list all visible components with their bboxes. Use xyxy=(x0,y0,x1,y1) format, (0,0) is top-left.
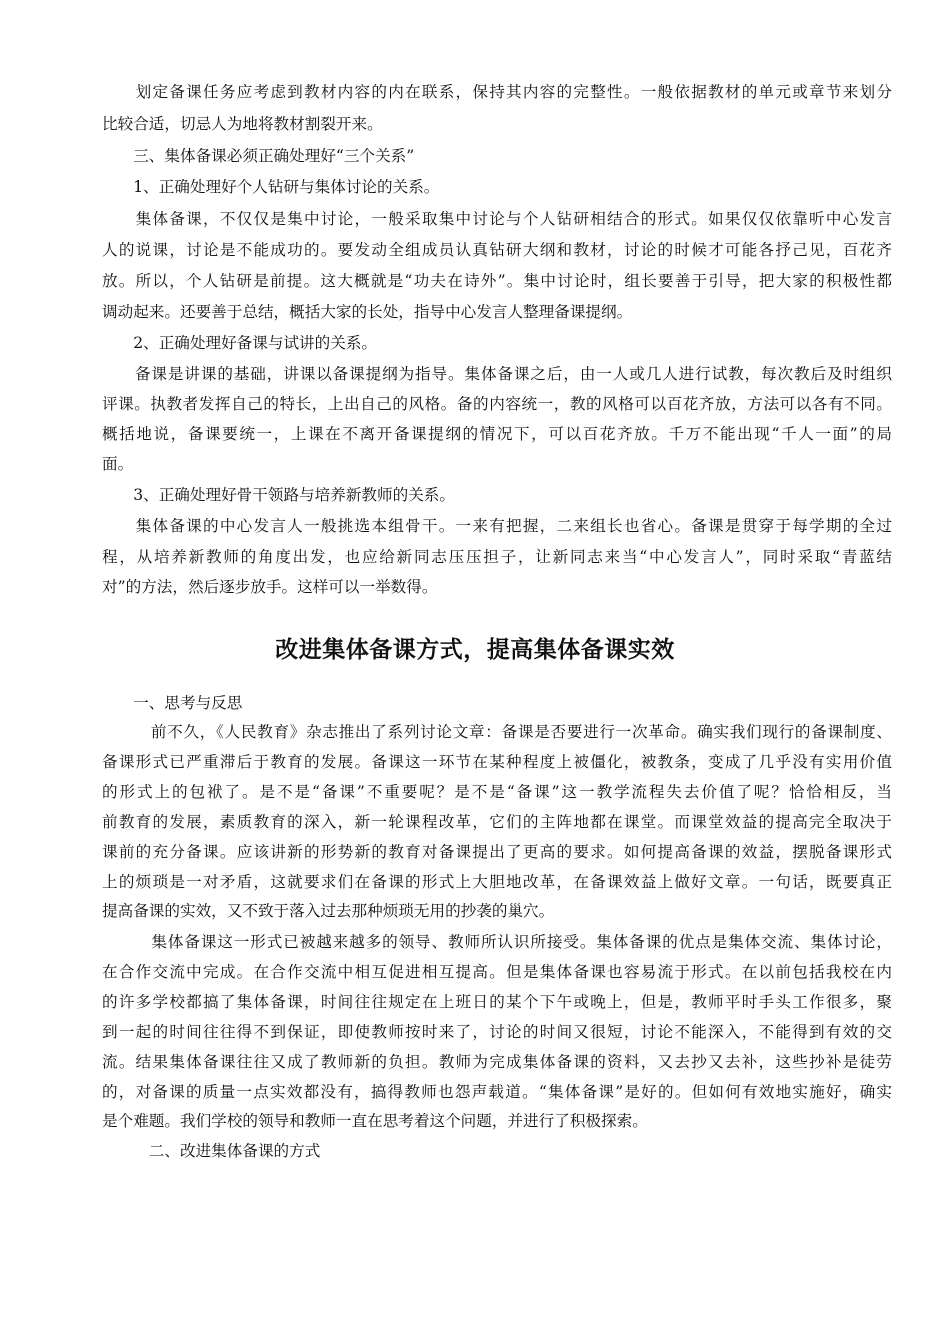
section-heading-2: 二、改进集体备课的方式 xyxy=(102,1142,321,1160)
paragraph-line: 在合作交流中完成。在合作交流中相互促进相互提高。但是集体备课也容易流于形式。在以前包括我校在内 xyxy=(102,963,892,981)
article-title: 改进集体备课方式，提高集体备课实效 xyxy=(275,637,675,663)
paragraph-line: 到一起的时间往往得不到保证，即使教师按时来了，讨论的时间又很短，讨论不能深入，不能得到有效的交 xyxy=(102,1023,892,1041)
paragraph-line: 的许多学校都搞了集体备课，时间往往规定在上班日的某个下午或晚上，但是，教师平时手头工作很多，聚 xyxy=(102,993,892,1011)
paragraph-line: 课前的充分备课。应该讲新的形势新的教育对备课提出了更高的要求。如何提高备课的效益，摆脱备课形式 xyxy=(102,843,892,861)
paragraph-line: 评课。执教者发挥自己的特长，上出自己的风格。备的内容统一，教的风格可以百花齐放，方法可以各有不同。 xyxy=(102,395,892,413)
paragraph-line: 放。所以，个人钻研是前提。这大概就是“功夫在诗外”。集中讨论时，组长要善于引导，把大家的积极性都 xyxy=(102,272,892,290)
subheading-1: 1、正确处理好个人钻研与集体讨论的关系。 xyxy=(102,178,440,196)
paragraph-line: 程，从培养新教师的角度出发，也应给新同志压压担子，让新同志来当“中心发言人”，同时采取“青蓝结 xyxy=(102,548,892,566)
paragraph-line: 备课是讲课的基础，讲课以备课提纲为指导。集体备课之后，由一人或几人进行试教，每次教后及时组织 xyxy=(102,365,892,383)
paragraph-line: 对”的方法，然后逐步放手。这样可以一举数得。 xyxy=(102,578,438,596)
paragraph-line: 调动起来。还要善于总结，概括大家的长处，指导中心发言人整理备课提纲。 xyxy=(102,303,633,321)
section-heading-3: 三、集体备课必须正确处理好“三个关系” xyxy=(102,147,415,165)
paragraph-line: 比较合适，切忌人为地将教材割裂开来。 xyxy=(102,115,383,133)
paragraph-line: 提高备课的实效，又不致于落入过去那种烦琐无用的抄袭的巢穴。 xyxy=(102,902,555,920)
paragraph-line: 的形式上的包袱了。是不是“备课”不重要呢？是不是“备课”这一教学流程失去价值了呢？恰恰相反，当 xyxy=(102,783,892,801)
paragraph-line: 上的烦琐是一对矛盾，这就要求们在备课的形式上大胆地改革，在备课效益上做好文章。一句话，既要真正 xyxy=(102,873,892,891)
paragraph-line: 流。结果集体备课往往又成了教师新的负担。教师为完成集体备课的资料，又去抄又去补，这些抄补是徒劳 xyxy=(102,1053,892,1071)
paragraph-line: 面。 xyxy=(102,455,134,473)
section-heading-1: 一、思考与反思 xyxy=(102,694,243,712)
paragraph-line: 划定备课任务应考虑到教材内容的内在联系，保持其内容的完整性。一般依据教材的单元或章节来划分 xyxy=(102,83,892,101)
paragraph-line: 备课形式已严重滞后于教育的发展。备课这一环节在某种程度上被僵化，被教条，变成了几乎没有实用价值 xyxy=(102,753,892,771)
paragraph-line: 人的说课，讨论是不能成功的。要发动全组成员认真钻研大纲和教材，讨论的时候才可能各抒己见，百花齐 xyxy=(102,241,892,259)
subheading-2: 2、正确处理好备课与试讲的关系。 xyxy=(102,334,378,352)
paragraph-line: 的，对备课的质量一点实效都没有，搞得教师也怨声载道。“集体备课”是好的。但如何有效地实施好，确实 xyxy=(102,1083,892,1101)
paragraph-line: 前不久，《人民教育》杂志推出了系列讨论文章：备课是否要进行一次革命。确实我们现行的备课制度、 xyxy=(102,723,892,741)
paragraph-line: 前教育的发展，素质教育的深入，新一轮课程改革，它们的主阵地都在课堂。而课堂效益的提高完全取决于 xyxy=(102,813,892,831)
paragraph-line: 集体备课这一形式已被越来越多的领导、教师所认识所接受。集体备课的优点是集体交流、集体讨论， xyxy=(102,933,892,951)
subheading-3: 3、正确处理好骨干领路与培养新教师的关系。 xyxy=(102,486,455,504)
paragraph-line: 概括地说，备课要统一，上课在不离开备课提纲的情况下，可以百花齐放。千万不能出现“千人一面”的局 xyxy=(102,425,892,443)
paragraph-line: 集体备课，不仅仅是集中讨论，一般采取集中讨论与个人钻研相结合的形式。如果仅仅依靠听中心发言 xyxy=(102,210,892,228)
paragraph-line: 是个难题。我们学校的领导和教师一直在思考着这个问题，并进行了积极探索。 xyxy=(102,1112,648,1130)
paragraph-line: 集体备课的中心发言人一般挑选本组骨干。一来有把握，二来组长也省心。备课是贯穿于每学期的全过 xyxy=(102,517,892,535)
